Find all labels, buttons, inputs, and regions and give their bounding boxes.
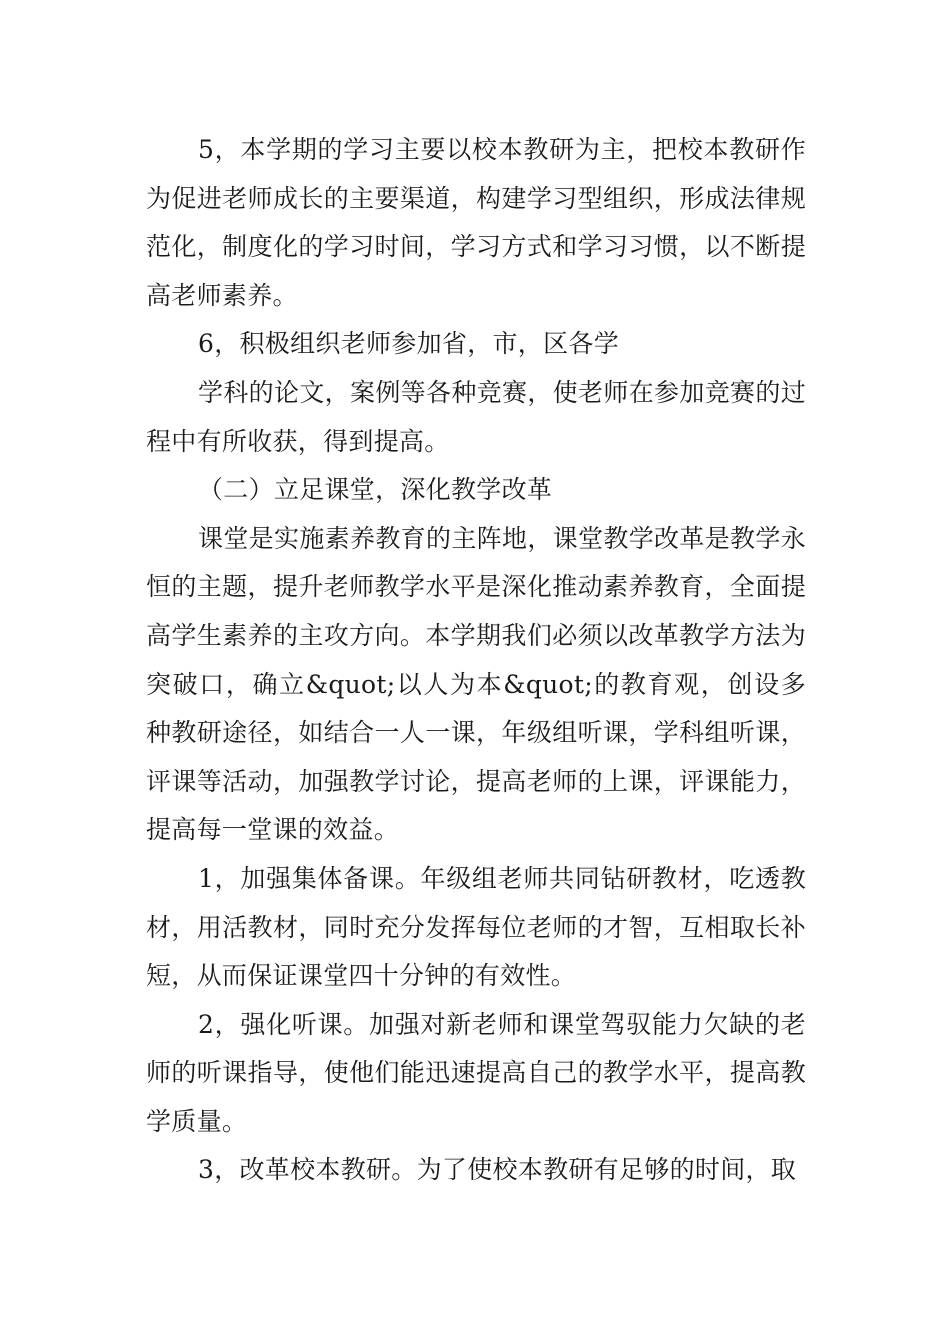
paragraph-item-1: 1，加强集体备课。年级组老师共同钻研教材，吃透教材，用活教材，同时充分发挥每位老师的才智，互相取长补短，从而保证课堂四十分钟的有效性。 xyxy=(146,863,806,991)
paragraph-classroom-reform: 课堂是实施素养教育的主阵地，课堂教学改革是教学永恒的主题，提升老师教学水平是深化推动素养教育，全面提高学生素养的主攻方向。本学期我们必须以改革教学方法为突破口，确立&quot;以人为本&quot;的教育观，创设多种教研途径，如结合一人一课，年级组听课，学科组听课，评课等活动，加强教学讨论，提高老师的上课，评课能力，提高每一堂课的效益。 xyxy=(146,523,806,845)
paragraph-item-3: 3，改革校本教研。为了使校本教研有足够的时间，取 xyxy=(198,1155,797,1185)
paragraph-item-6-continued: 学科的论文，案例等各种竞赛，使老师在参加竞赛的过程中有所收获，得到提高。 xyxy=(146,377,806,456)
paragraph-item-5: 5，本学期的学习主要以校本教研为主，把校本教研作为促进老师成长的主要渠道，构建学习型组织，形成法律规范化，制度化的学习时间，学习方式和学习习惯，以不断提高老师素养。 xyxy=(146,135,806,310)
section-heading-2: （二）立足课堂，深化教学改革 xyxy=(198,475,553,505)
document-body xyxy=(146,126,806,1195)
paragraph-item-6: 6，积极组织老师参加省，市，区各学 xyxy=(198,329,620,359)
paragraph-item-2: 2，强化听课。加强对新老师和课堂驾驭能力欠缺的老师的听课指导，使他们能迅速提高自己的教学水平，提高教学质量。 xyxy=(146,1009,806,1136)
